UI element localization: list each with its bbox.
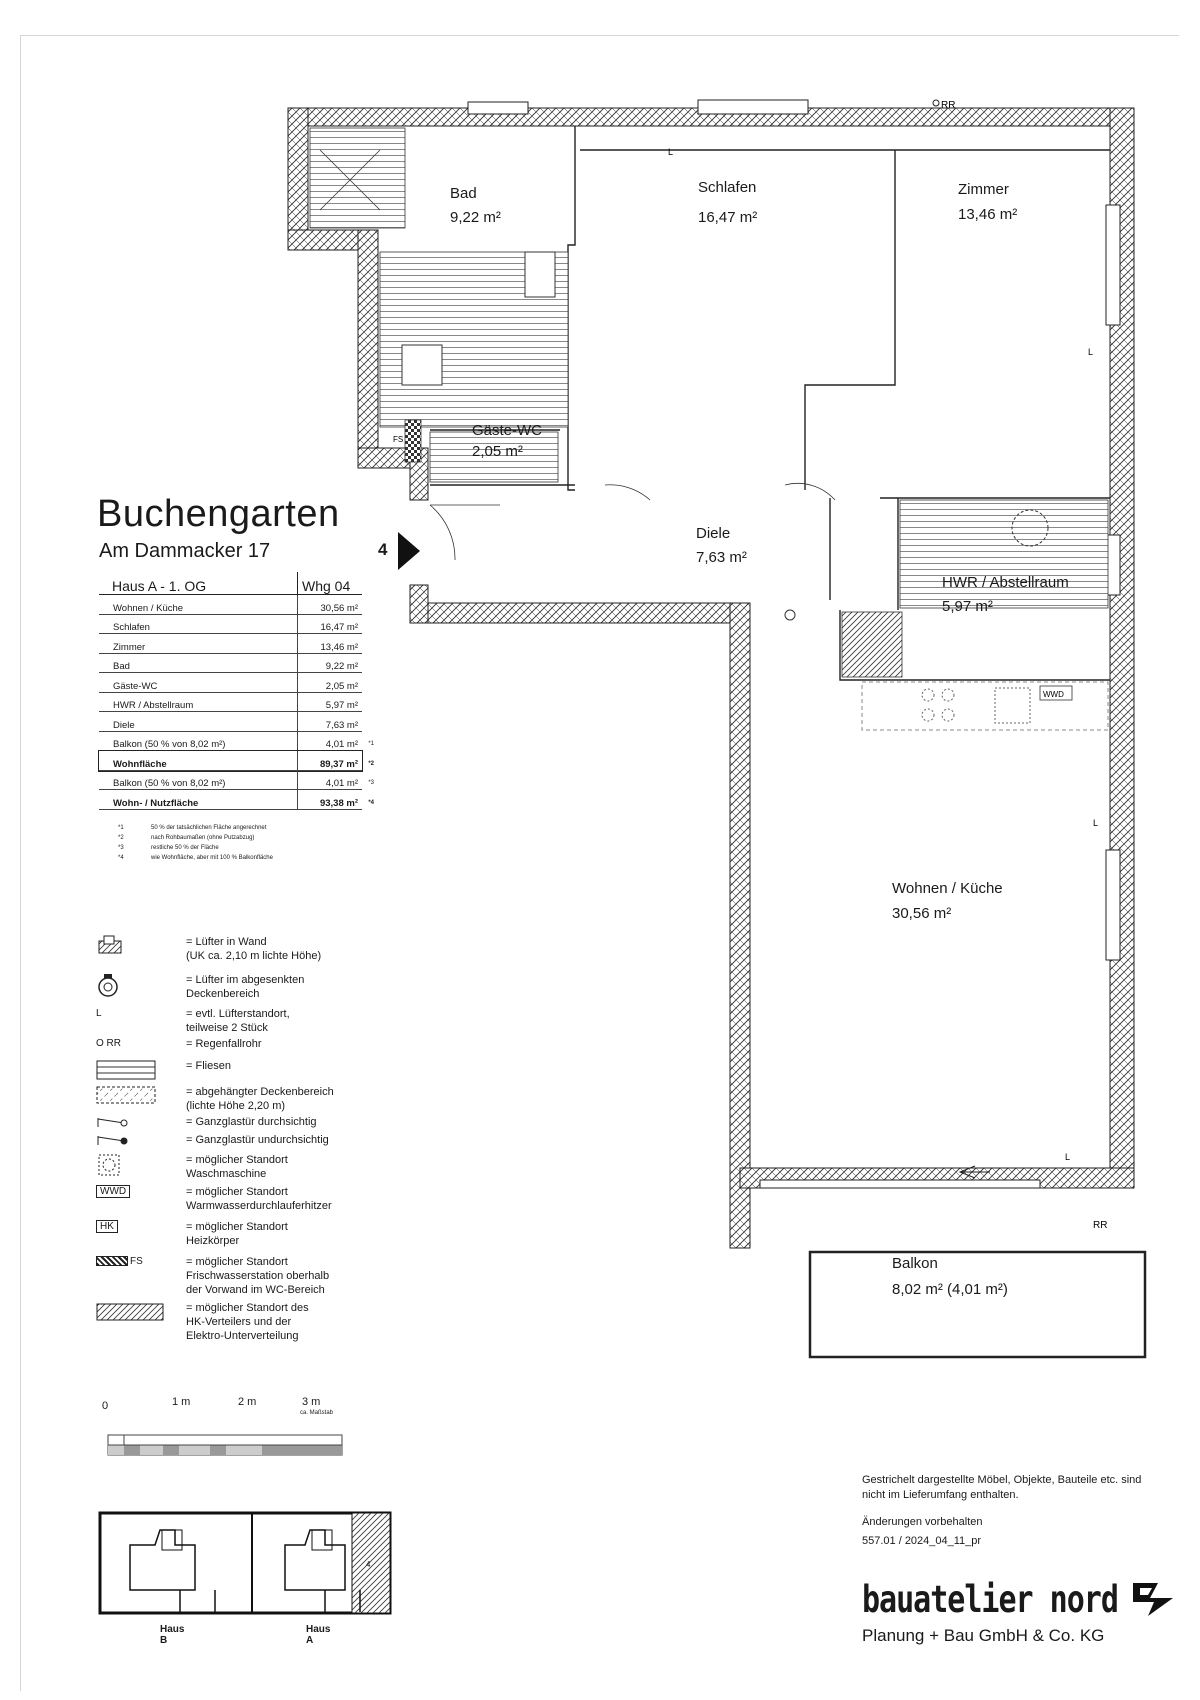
tiles-icon xyxy=(96,1059,166,1083)
area-table xyxy=(99,572,374,810)
area-row-note: *3 xyxy=(368,780,374,786)
area-row-value: 5,97 m² xyxy=(297,693,362,712)
area-row xyxy=(99,693,362,713)
legend-text: = möglicher Standort Heizkörper xyxy=(186,1221,288,1247)
room-hwr-area: 5,97 m² xyxy=(942,598,993,615)
area-row-value: 4,01 m² xyxy=(297,732,362,751)
fan-l-label-4: L xyxy=(1065,1152,1071,1162)
fan-l-label-1: L xyxy=(668,147,674,157)
area-row-note: *2 xyxy=(368,760,374,767)
downpipe-icon xyxy=(96,1037,166,1061)
area-footnotes xyxy=(118,823,273,863)
site-plan-marker: 4 xyxy=(366,1560,371,1569)
footnote-key: *3 xyxy=(118,845,124,851)
rr-label-bottom: RR xyxy=(1093,1220,1108,1231)
site-plan-house-b: Haus B xyxy=(160,1624,185,1646)
area-row xyxy=(99,673,362,693)
scale-bar xyxy=(100,1396,350,1460)
hwr-tiles xyxy=(900,500,1108,608)
project-title: Buchengarten xyxy=(97,493,340,535)
area-row xyxy=(99,790,374,810)
area-row-value: 30,56 m² xyxy=(297,595,362,614)
room-wohnen-area: 30,56 m² xyxy=(892,905,952,922)
legend-symbol: WWD xyxy=(96,1185,130,1198)
company-logo-icon xyxy=(1128,1578,1178,1618)
area-row xyxy=(99,732,374,752)
area-table-unit: Whg 04 xyxy=(297,572,362,594)
footnote-text: wie Wohnfläche, aber mit 100 % Balkonfläche xyxy=(151,855,273,861)
company-name: Planung + Bau GmbH & Co. KG xyxy=(862,1626,1105,1645)
wwd-label: WWD xyxy=(1043,690,1064,699)
legend-text: = möglicher Standort Frischwasserstation oberhalb der Vorwand im WC-Bereich xyxy=(186,1256,330,1296)
room-schlafen-name: Schlafen xyxy=(698,179,757,196)
room-bad-area: 9,22 m² xyxy=(450,209,501,226)
legend-text: = möglicher Standort Warmwasserdurchlauferhitzer xyxy=(186,1186,332,1212)
rr-label-top: RR xyxy=(941,100,956,111)
legend-text: = Lüfter in Wand (UK ca. 2,10 m lichte Höhe) xyxy=(186,936,322,962)
room-diele-area: 7,63 m² xyxy=(696,549,747,566)
area-row-name: Wohn- / Nutzfläche xyxy=(113,797,199,809)
company-logo xyxy=(862,1578,1178,1646)
area-row-note: *1 xyxy=(368,741,374,747)
room-balkon-name: Balkon xyxy=(892,1255,938,1272)
area-row-name: Zimmer xyxy=(113,641,146,653)
balcony-outline xyxy=(810,1252,1145,1357)
footnote xyxy=(118,833,273,843)
washing-machine-icon xyxy=(96,1153,166,1177)
wall-fan-icon xyxy=(96,935,166,959)
area-row-note: *4 xyxy=(368,799,374,806)
site-plan-graphic xyxy=(100,1513,390,1613)
area-row-name: Bad xyxy=(113,661,130,672)
footnote xyxy=(118,843,273,853)
legend-symbol: O RR xyxy=(96,1038,121,1049)
legend-text: = Ganzglastür durchsichtig xyxy=(186,1116,317,1128)
fan-l-label-3: L xyxy=(1093,818,1099,828)
footnote-text: nach Rohbaumaßen (ohne Putzabzug) xyxy=(151,835,255,841)
footnote-key: *1 xyxy=(118,825,124,831)
area-row-value: 93,38 m² xyxy=(297,790,362,809)
area-row xyxy=(99,712,362,732)
area-row-name: HWR / Abstellraum xyxy=(113,700,194,711)
area-row-value: 13,46 m² xyxy=(297,634,362,653)
room-bad-name: Bad xyxy=(450,185,477,202)
legend-symbol: FS xyxy=(130,1256,143,1267)
shower-area xyxy=(310,128,405,228)
project-address: Am Dammacker 17 xyxy=(99,540,271,562)
room-diele-name: Diele xyxy=(696,525,731,542)
radiator-icon xyxy=(96,1220,166,1244)
legend-text: = möglicher Standort des HK-Verteilers und der Elektro-Unterverteilung xyxy=(186,1302,309,1342)
area-table-floor: Haus A - 1. OG xyxy=(112,578,207,594)
area-row-value: 2,05 m² xyxy=(297,673,362,692)
area-table-header xyxy=(99,572,362,595)
legend-text: = evtl. Lüfterstandort, teilweise 2 Stück xyxy=(186,1008,290,1034)
area-row-name: Wohnfläche xyxy=(113,758,167,770)
suspended-ceiling-icon xyxy=(96,1085,166,1109)
scale-label-1m: 1 m xyxy=(172,1396,191,1408)
footnote-text: 50 % der tatsächlichen Fläche angerechnet xyxy=(151,825,267,831)
area-row xyxy=(99,654,362,674)
area-row xyxy=(99,751,374,771)
footnote xyxy=(118,823,273,833)
area-row-value: 9,22 m² xyxy=(297,654,362,673)
site-plan-house-a: Haus A xyxy=(306,1624,331,1646)
water-heater-icon xyxy=(96,1185,166,1209)
legend-symbol: HK xyxy=(96,1220,118,1233)
distribution-area xyxy=(842,612,902,677)
area-row xyxy=(99,595,362,615)
scale-note: ca. Maßstab xyxy=(300,1410,334,1416)
legend-symbol: L xyxy=(96,1008,102,1019)
company-brand: bauatelier nord xyxy=(862,1578,1118,1622)
area-row-name: Schlafen xyxy=(113,622,150,633)
area-row-value: 4,01 m² xyxy=(297,771,362,790)
ceiling-fan-icon xyxy=(96,973,166,997)
footnote-key: *2 xyxy=(118,835,124,841)
footnote xyxy=(118,853,273,863)
fan-location-icon xyxy=(96,1007,166,1031)
area-row-name: Gäste-WC xyxy=(113,680,158,692)
scale-label-0: 0 xyxy=(102,1400,109,1412)
legend-text: = Lüfter im abgesenkten Deckenbereich xyxy=(186,974,305,1000)
area-row xyxy=(99,634,362,654)
scale-label-3m: 3 m xyxy=(302,1396,321,1408)
reference-text: 557.01 / 2024_04_11_pr xyxy=(862,1535,982,1547)
footnote-text: restliche 50 % der Fläche xyxy=(151,845,219,851)
distribution-icon xyxy=(96,1301,166,1325)
area-row-value: 89,37 m² xyxy=(297,751,362,770)
room-wohnen-name: Wohnen / Küche xyxy=(892,880,1003,897)
entrance-arrow-icon xyxy=(398,532,420,570)
room-balkon-area: 8,02 m² (4,01 m²) xyxy=(892,1281,1008,1298)
area-row-name: Diele xyxy=(113,719,135,731)
fs-label: FS xyxy=(393,435,404,444)
area-row xyxy=(99,771,374,791)
notes xyxy=(862,1473,1162,1549)
fresh-water-station-icon xyxy=(96,1255,166,1279)
legend-text: = abgehängter Deckenbereich (lichte Höhe 2,20 m) xyxy=(186,1086,334,1112)
area-row-name: Balkon (50 % von 8,02 m²) xyxy=(113,778,226,789)
area-row-name: Wohnen / Küche xyxy=(113,602,184,614)
area-row-value: 7,63 m² xyxy=(297,712,362,731)
fan-l-label-2: L xyxy=(1088,347,1094,357)
footnote-key: *4 xyxy=(118,855,124,861)
fresh-water-station xyxy=(405,420,421,462)
room-gaeste-wc-area: 2,05 m² xyxy=(472,443,523,460)
scale-label-2m: 2 m xyxy=(238,1396,257,1408)
changes-text: Änderungen vorbehalten xyxy=(862,1516,983,1528)
room-hwr-name: HWR / Abstellraum xyxy=(942,574,1069,591)
disclaimer-text: Gestrichelt dargestellte Möbel, Objekte, Bauteile etc. sind nicht im Lieferumfang enthalten. xyxy=(862,1474,1142,1501)
room-zimmer-area: 13,46 m² xyxy=(958,206,1018,223)
area-row xyxy=(99,615,362,635)
room-gaeste-wc-name: Gäste-WC xyxy=(472,422,543,439)
area-row-value: 16,47 m² xyxy=(297,615,362,634)
legend-text: = Fliesen xyxy=(186,1060,231,1072)
legend-text: = möglicher Standort Waschmaschine xyxy=(186,1154,288,1180)
legend-text: = Regenfallrohr xyxy=(186,1038,262,1050)
room-zimmer-name: Zimmer xyxy=(958,181,1009,198)
legend-text: = Ganzglastür undurchsichtig xyxy=(186,1134,329,1146)
area-row-name: Balkon (50 % von 8,02 m²) xyxy=(113,739,226,750)
unit-marker: 4 xyxy=(378,540,388,559)
room-schlafen-area: 16,47 m² xyxy=(698,209,758,226)
